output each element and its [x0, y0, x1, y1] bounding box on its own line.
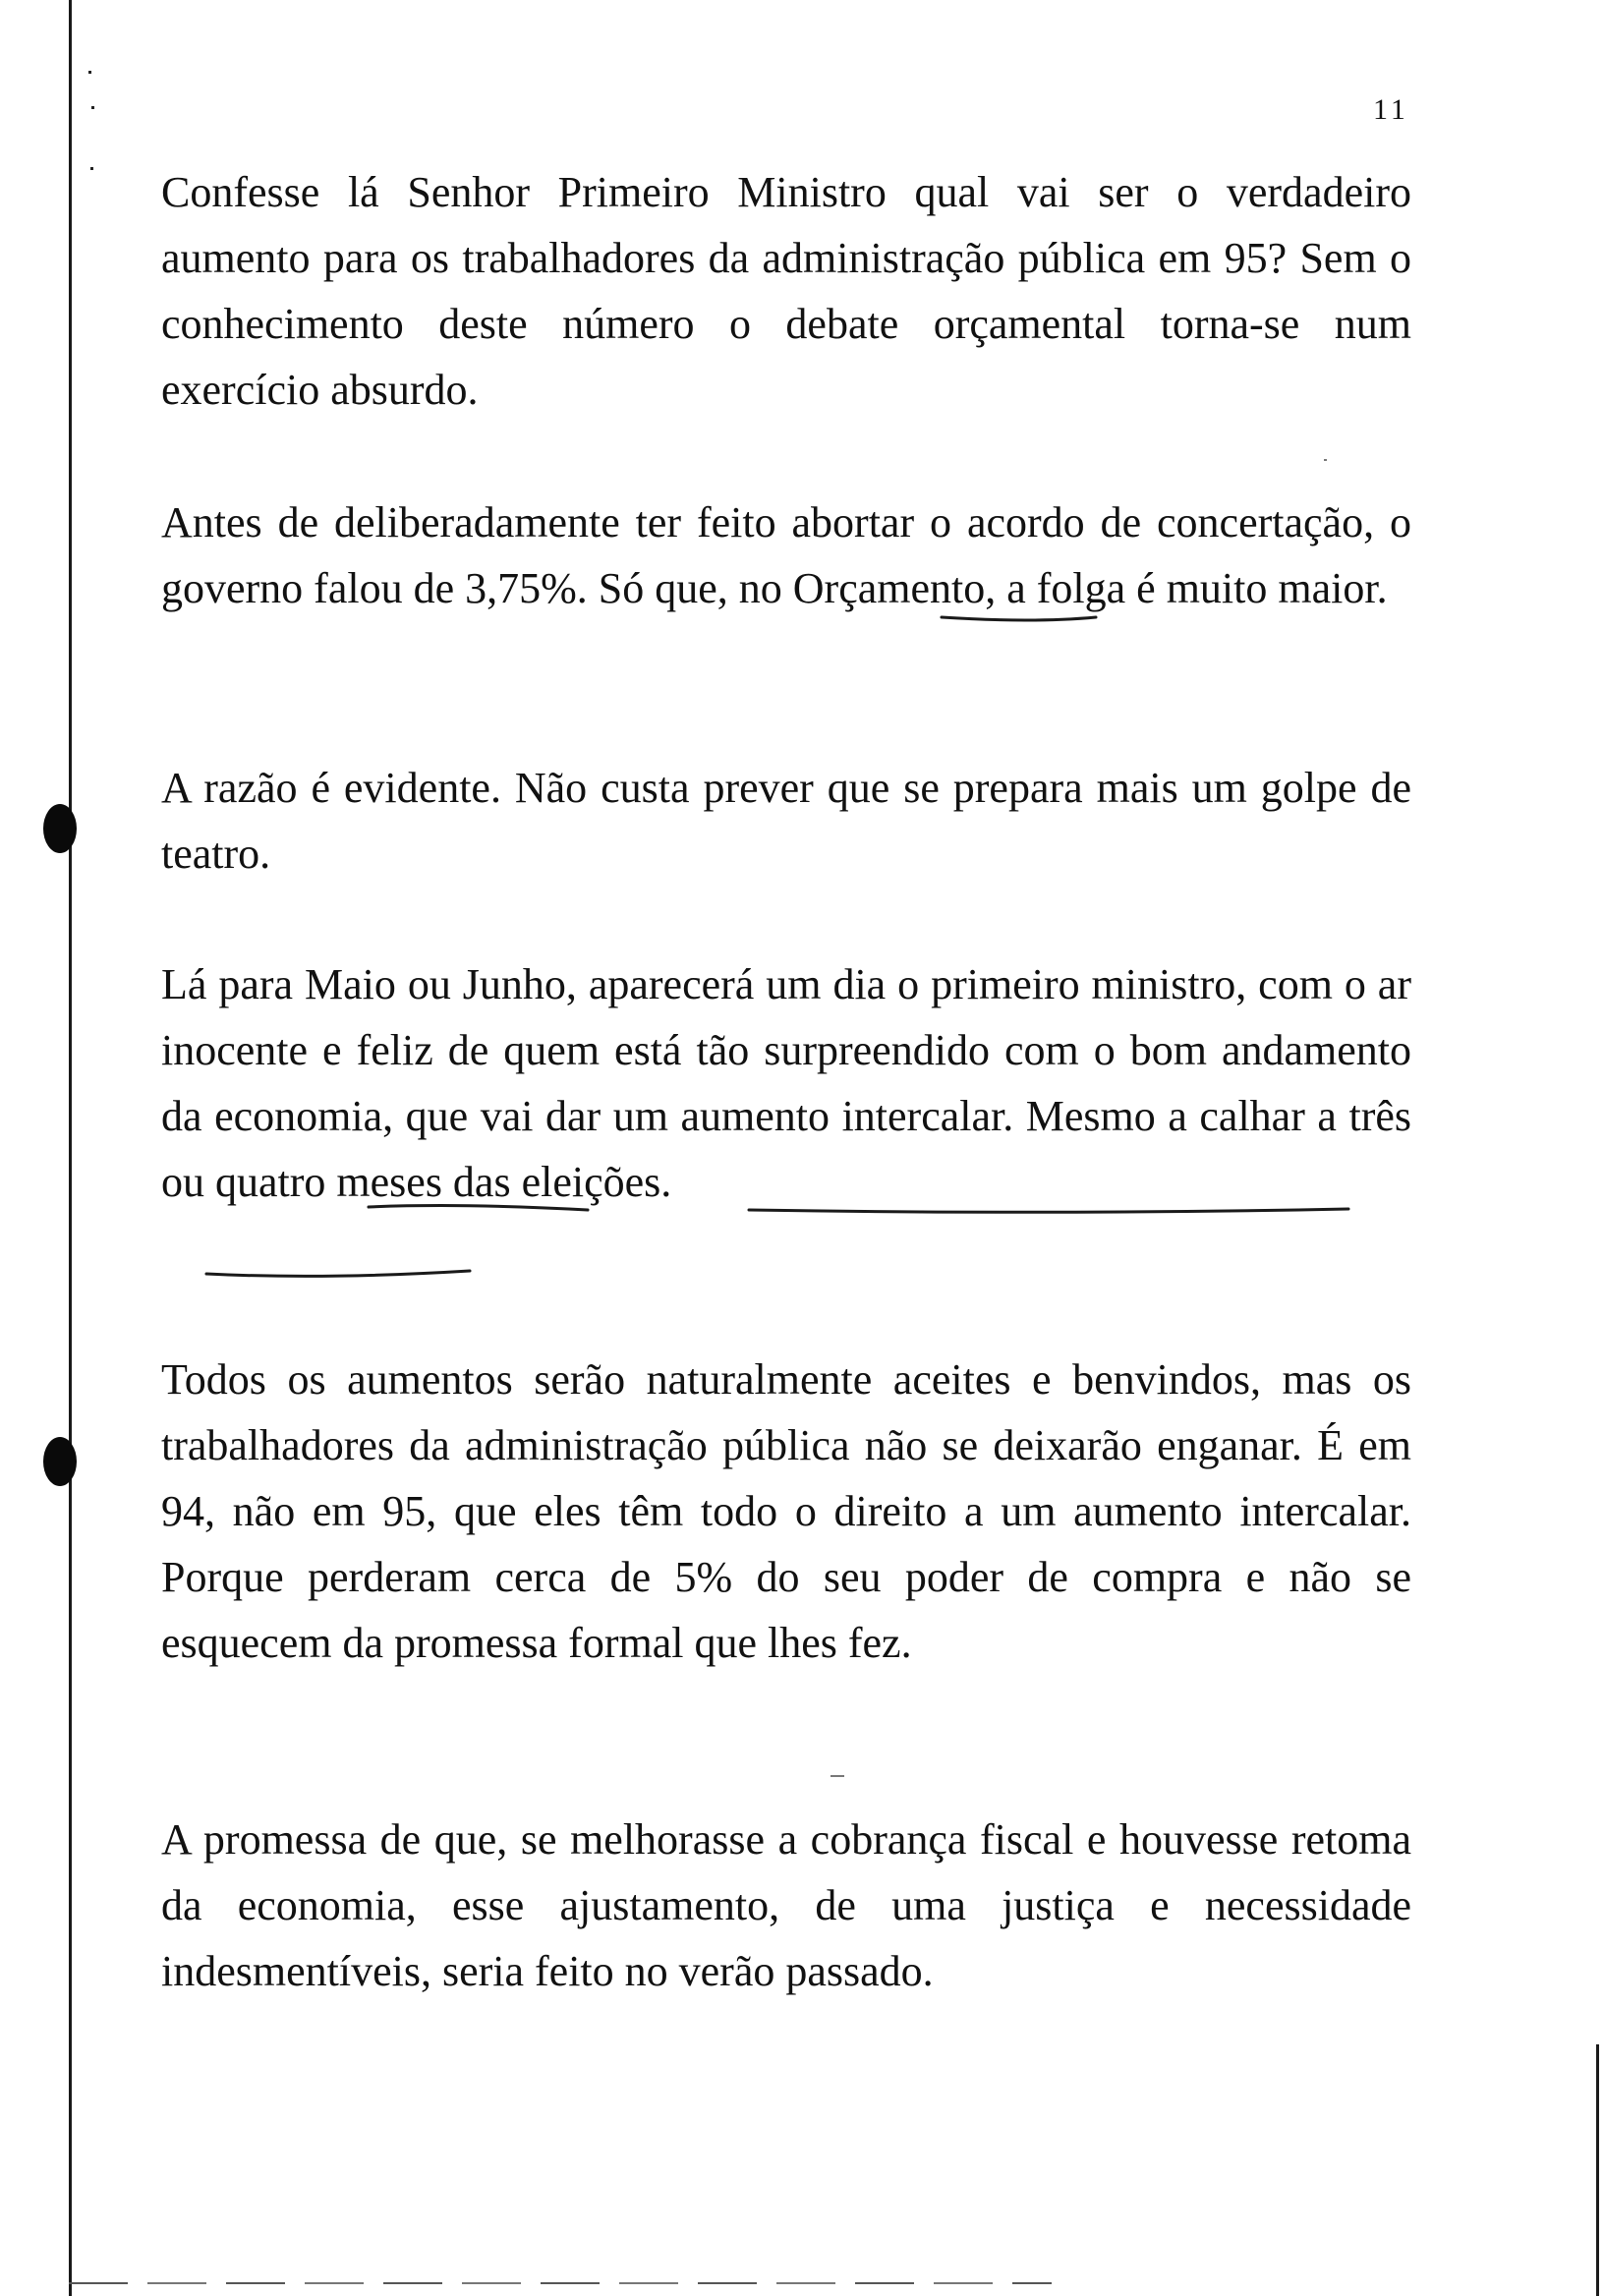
paragraph-1: Confesse lá Senhor Primeiro Ministro qual vai ser o verdadeiro aumento para os trabalhadores da administração pública em 95? Sem o conhecimento deste número o debate orçamental torna-se num exercício absurdo. — [161, 168, 1411, 414]
scan-mark — [88, 71, 91, 74]
paragraph-6: A promessa de que, se melhorasse a cobrança fiscal e houvesse retoma da economia, esse ajustamento, de uma justiça e necessidade indesmentíveis, seria feito no verão passado. — [161, 1815, 1411, 1995]
punch-hole-lower — [43, 1437, 77, 1486]
left-binding-line — [69, 0, 72, 2296]
underline-meses-das-eleicoes — [206, 1271, 470, 1276]
paragraph-2: Antes de deliberadamente ter feito abortar o acordo de concertação, o governo falou de 3,75%. Só que, no Orçamento, a folga é muito maior. — [161, 498, 1411, 612]
scan-mark — [90, 167, 93, 170]
scan-speck — [1324, 459, 1327, 461]
page-number: 11 — [1373, 93, 1409, 126]
bottom-edge-line — [69, 2282, 1052, 2284]
scan-speck — [831, 1775, 844, 1777]
right-edge-line — [1596, 2044, 1599, 2296]
paragraph-4: Lá para Maio ou Junho, aparecerá um dia o primeiro ministro, com o ar inocente e feliz de quem está tão surpreendido com o bom andamento da economia, que vai dar um aumento intercalar. Mesmo a calhar a três ou quatro meses das eleições. — [161, 960, 1411, 1206]
paragraph-3: A razão é evidente. Não custa prever que se prepara mais um golpe de teatro. — [161, 764, 1411, 878]
punch-hole-upper — [43, 804, 77, 853]
scan-mark — [91, 106, 94, 109]
paragraph-5: Todos os aumentos serão naturalmente aceites e benvindos, mas os trabalhadores da administração pública não se deixarão enganar. É em 94, não em 95, que eles têm todo o direito a um aumento intercalar. Porque perderam cerca de 5% do seu poder de compra e não se esquecem da promessa formal que lhes fez. — [161, 1355, 1411, 1667]
